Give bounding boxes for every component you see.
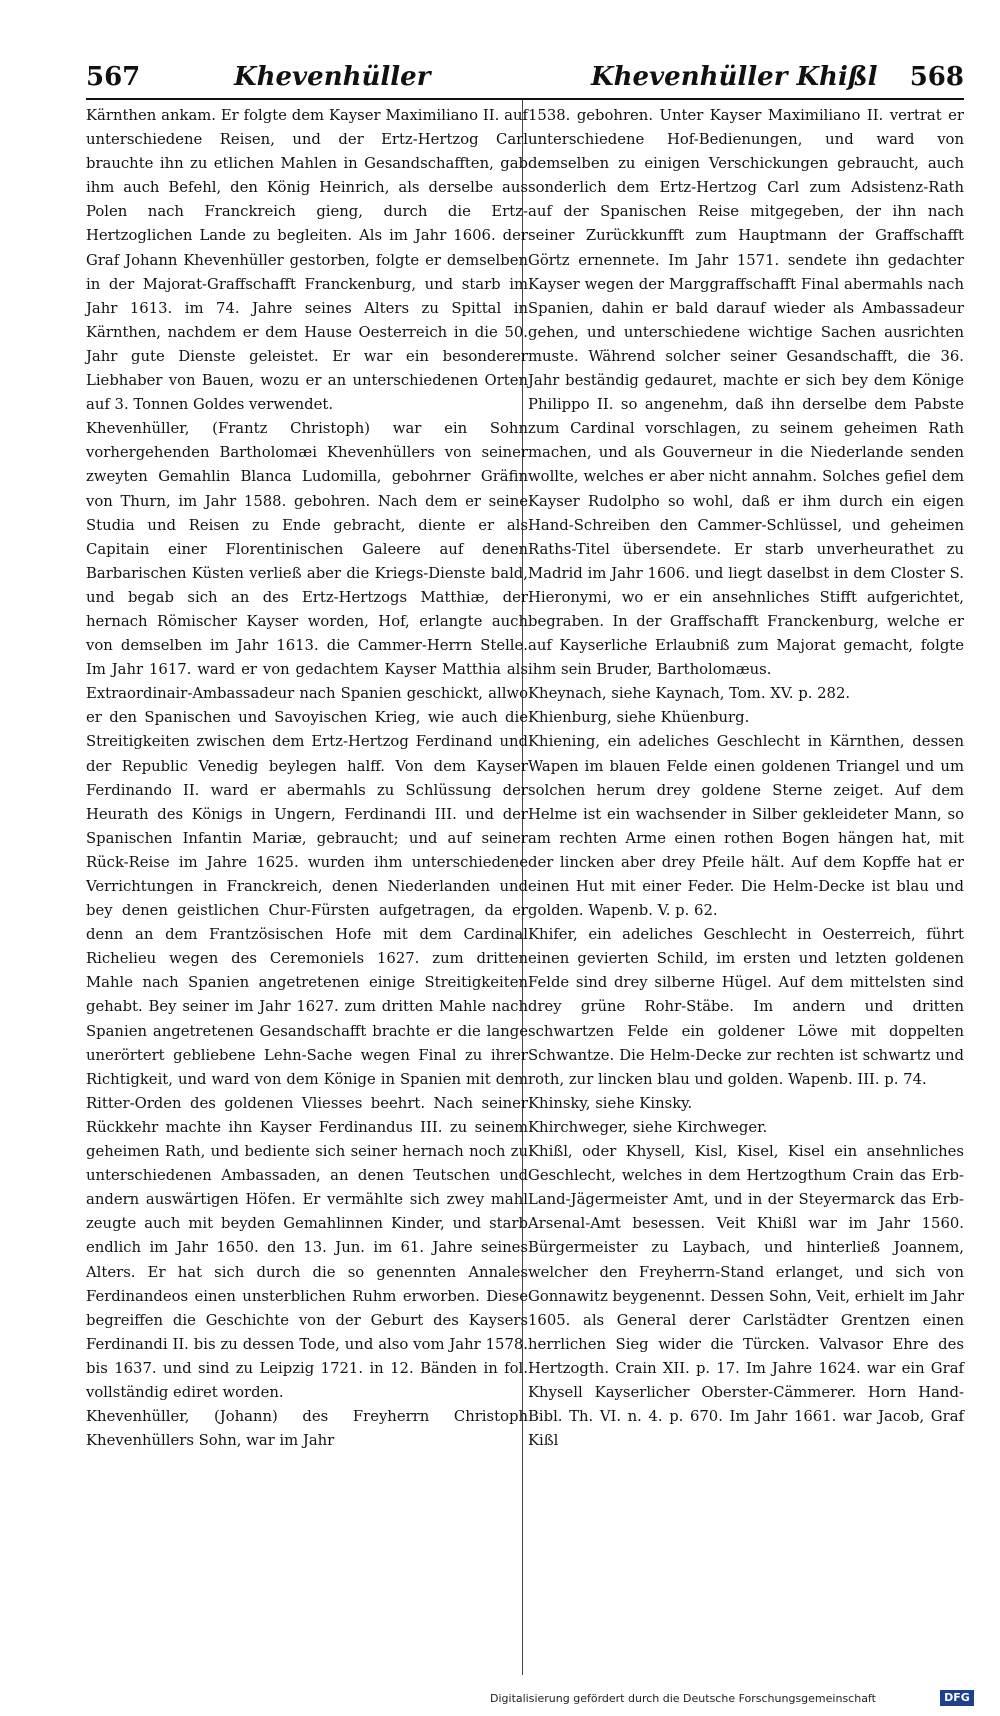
running-head-left: Khevenhüller bbox=[234, 62, 431, 92]
page-footer bbox=[490, 1690, 990, 1710]
text-paragraph: Khiening, ein adeliches Geschlecht in Kärnthen, dessen Wapen im blauen Felde einen goldenen Triangel und um solchen herum drey goldene Sterne zeiget. Auf dem Helme ist ein wachsender in Silber gekleideter Mann, so am rechten Arme einen rothen Bogen hängen hat, mit der lincken aber drey Pfeile hält. Auf dem Kopffe hat er einen Hut mit einer Feder. Die Helm-Decke ist blau und golden. Wapenb. V. p. 62. bbox=[528, 733, 964, 920]
page-header bbox=[86, 62, 964, 102]
text-paragraph: Khevenhüller, (Frantz Christoph) war ein Sohn vorhergehenden Bartholomæi Khevenhüllers von seiner zweyten Gemahlin Blanca Ludomilla, gebohrner Gräfin von Thurn, im Jahr 1588. gebohren. Nach dem er seine Studia und Reisen zu Ende gebracht, diente er als Capitain einer Florentinischen Galeere auf denen Barbarischen Küsten verließ aber die Kriegs-Dienste bald, und begab sich an des Ertz-Hertzogs Matthiæ, der hernach Römischer Kayser worden, Hof, erlangte auch von demselben im Jahr 1613. die Cammer-Herrn Stelle. Im Jahr 1617. ward er von gedachtem Kayser Matthia als Extraordinair-Ambassadeur nach Spanien geschickt, allwo er den Spanischen und Savoyischen Krieg, wie auch die Streitigkeiten zwischen dem Ertz-Hertzog Ferdinand und der Republic Venedig beylegen halff. Von dem Kayser Ferdinando II. ward er abermahls zu Schlüssung der Heurath des Königs in Ungern, Ferdinandi III. und der Spanischen Infantin Mariæ, gebraucht; und auf seiner Rück-Reise im Jahre 1625. wurden ihm unterschiedene Verrichtungen in Franckreich, denen Niederlanden und bey denen geistlichen Chur-Fürsten aufgetragen, da er denn an dem Frantzösischen Hofe mit dem Cardinal Richelieu wegen des Ceremoniels 1627. zum dritten Mahle nach Spanien angetretenen einige Streitigkeiten gehabt. Bey seiner im Jahr 1627. zum dritten Mahle nach Spanien angetretenen Gesandschafft brachte er die lange unerörtert gebliebene Lehn-Sache wegen Final zu ihrer Richtigkeit, und ward von dem Könige in Spanien mit dem Ritter-Orden des goldenen Vliesses beehrt. Nach seiner Rückkehr machte ihn Kayser Ferdinandus III. zu seinem geheimen Rath, und bediente sich seiner hernach noch zu unterschiedenen Ambassaden, an denen Teutschen und andern auswärtigen Höfen. Er vermählte sich zwey mahl zeugte auch mit beyden Gemahlinnen Kinder, und starb endlich im Jahr 1650. den 13. Jun. im 61. Jahre seines Alters. Er hat sich durch die so genennten Annales Ferdinandeos einen unsterblichen Ruhm erworben. Diese begreiffen die Geschichte von der Geburt des Kaysers Ferdinandi II. bis zu dessen Tode, und also vom Jahr 1578. bis 1637. und sind zu Leipzig 1721. in 12. Bänden in fol. vollständig ediret worden. bbox=[86, 420, 528, 1401]
text-paragraph: Khirchweger, siehe Kirchweger. bbox=[528, 1118, 768, 1136]
running-head-right: Khevenhüller Khißl bbox=[591, 62, 878, 92]
header-rule bbox=[86, 98, 964, 100]
text-paragraph: Khinsky, siehe Kinsky. bbox=[528, 1094, 693, 1112]
text-paragraph: Kärnthen ankam. Er folgte dem Kayser Maximiliano II. auf unterschiedene Reisen, und der Ertz-Hertzog Carl brauchte ihn zu etlichen Mahlen in Gesandschafften, gab ihm auch Befehl, den König Heinrich, als derselbe aus Polen nach Franckreich gieng, durch die Ertz-Hertzoglichen Lande zu begleiten. Als im Jahr 1606. der Graf Johann Khevenhüller gestorben, folgte er demselben in der Majorat-Graffschafft Franckenburg, und starb im Jahr 1613. im 74. Jahre seines Alters zu Spittal in Kärnthen, nachdem er dem Hause Oesterreich in die 50. Jahr gute Dienste geleistet. Er war ein besonderer Liebhaber von Bauen, wozu er an unterschiedenen Orten auf 3. Tonnen Goldes verwendet. bbox=[86, 107, 528, 414]
text-paragraph: Khevenhüller, (Johann) des Freyherrn Christoph Khevenhüllers Sohn, war im Jahr bbox=[86, 1408, 528, 1450]
left-column bbox=[86, 104, 528, 1453]
text-paragraph: Khifer, ein adeliches Geschlecht in Oesterreich, führt einen gevierten Schild, im ersten und letzten goldenen Felde sind drey silberne Hügel. Auf dem mittelsten sind drey grüne Rohr-Stäbe. Im andern und dritten schwartzen Felde ein goldener Löwe mit doppelten Schwantze. Die Helm-Decke zur rechten ist schwartz und roth, zur lincken blau und golden. Wapenb. III. p. 74. bbox=[528, 926, 964, 1088]
digitization-credit: Digitalisierung gefördert durch die Deutsche Forschungsgemeinschaft bbox=[490, 1692, 876, 1705]
page-number-right: 568 bbox=[909, 62, 964, 92]
dfg-logo-icon: DFG bbox=[940, 1690, 974, 1706]
right-column bbox=[528, 104, 964, 1453]
text-paragraph: Khißl, oder Khysell, Kisl, Kisel, Kisel ein ansehnliches Geschlecht, welches in dem Hertzogthum Crain das Erb-Land-Jägermeister Amt, und in der Steyermarck das Erb-Arsenal-Amt besessen. Veit Khißl war im Jahr 1560. Bürgermeister zu Laybach, und hinterließ Joannem, welcher den Freyherrn-Stand erlanget, und sich von Gonnawitz beygenennt. Dessen Sohn, Veit, erhielt im Jahr 1605. als General derer Carlstädter Grentzen einen herrlichen Sieg wider die Türcken. Valvasor Ehre des Hertzogth. Crain XII. p. 17. Im Jahre 1624. war ein Graf Khysell Kayserlicher Oberster-Cämmerer. Horn Hand-Bibl. Th. VI. n. 4. p. 670. Im Jahr 1661. war Jacob, Graf Kißl bbox=[528, 1143, 964, 1450]
text-paragraph: 1538. gebohren. Unter Kayser Maximiliano II. vertrat er unterschiedene Hof-Bedienungen, und ward von demselben zu einigen Verschickungen gebraucht, auch sonderlich dem Ertz-Hertzog Carl zum Adsistenz-Rath auf der Spanischen Reise mitgegeben, der ihn nach seiner Zurückkunfft zum Hauptmann der Graffschafft Görtz ernennete. Im Jahr 1571. sendete ihn gedachter Kayser wegen der Marggraffschafft Final abermahls nach Spanien, dahin er bald darauf wieder als Ambassadeur gehen, und unterschiedene wichtige Sachen ausrichten muste. Während solcher seiner Gesandschafft, die 36. Jahr beständig gedauret, machte er sich bey dem Könige Philippo II. so angenehm, daß ihn derselbe dem Pabste zum Cardinal vorschlagen, zu seinem geheimen Rath machen, und als Gouverneur in die Niederlande senden wollte, welches er aber nicht annahm. Solches gefiel dem Kayser Rudolpho so wohl, daß er ihm durch ein eigen Hand-Schreiben den Cammer-Schlüssel, und geheimen Raths-Titel übersendete. Er starb unverheurathet zu Madrid im Jahr 1606. und liegt daselbst in dem Closter S. Hieronymi, wo er ein ansehnliches Stifft aufgerichtet, begraben. In der Graffschafft Franckenburg, welche er auf Kayserliche Erlaubniß zum Majorat gemacht, folgte ihm sein Bruder, Bartholomæus. bbox=[528, 107, 964, 679]
text-paragraph: Khienburg, siehe Khüenburg. bbox=[528, 709, 750, 727]
page-number-left: 567 bbox=[86, 62, 141, 92]
text-paragraph: Kheynach, siehe Kaynach, Tom. XV. p. 282. bbox=[528, 685, 851, 703]
